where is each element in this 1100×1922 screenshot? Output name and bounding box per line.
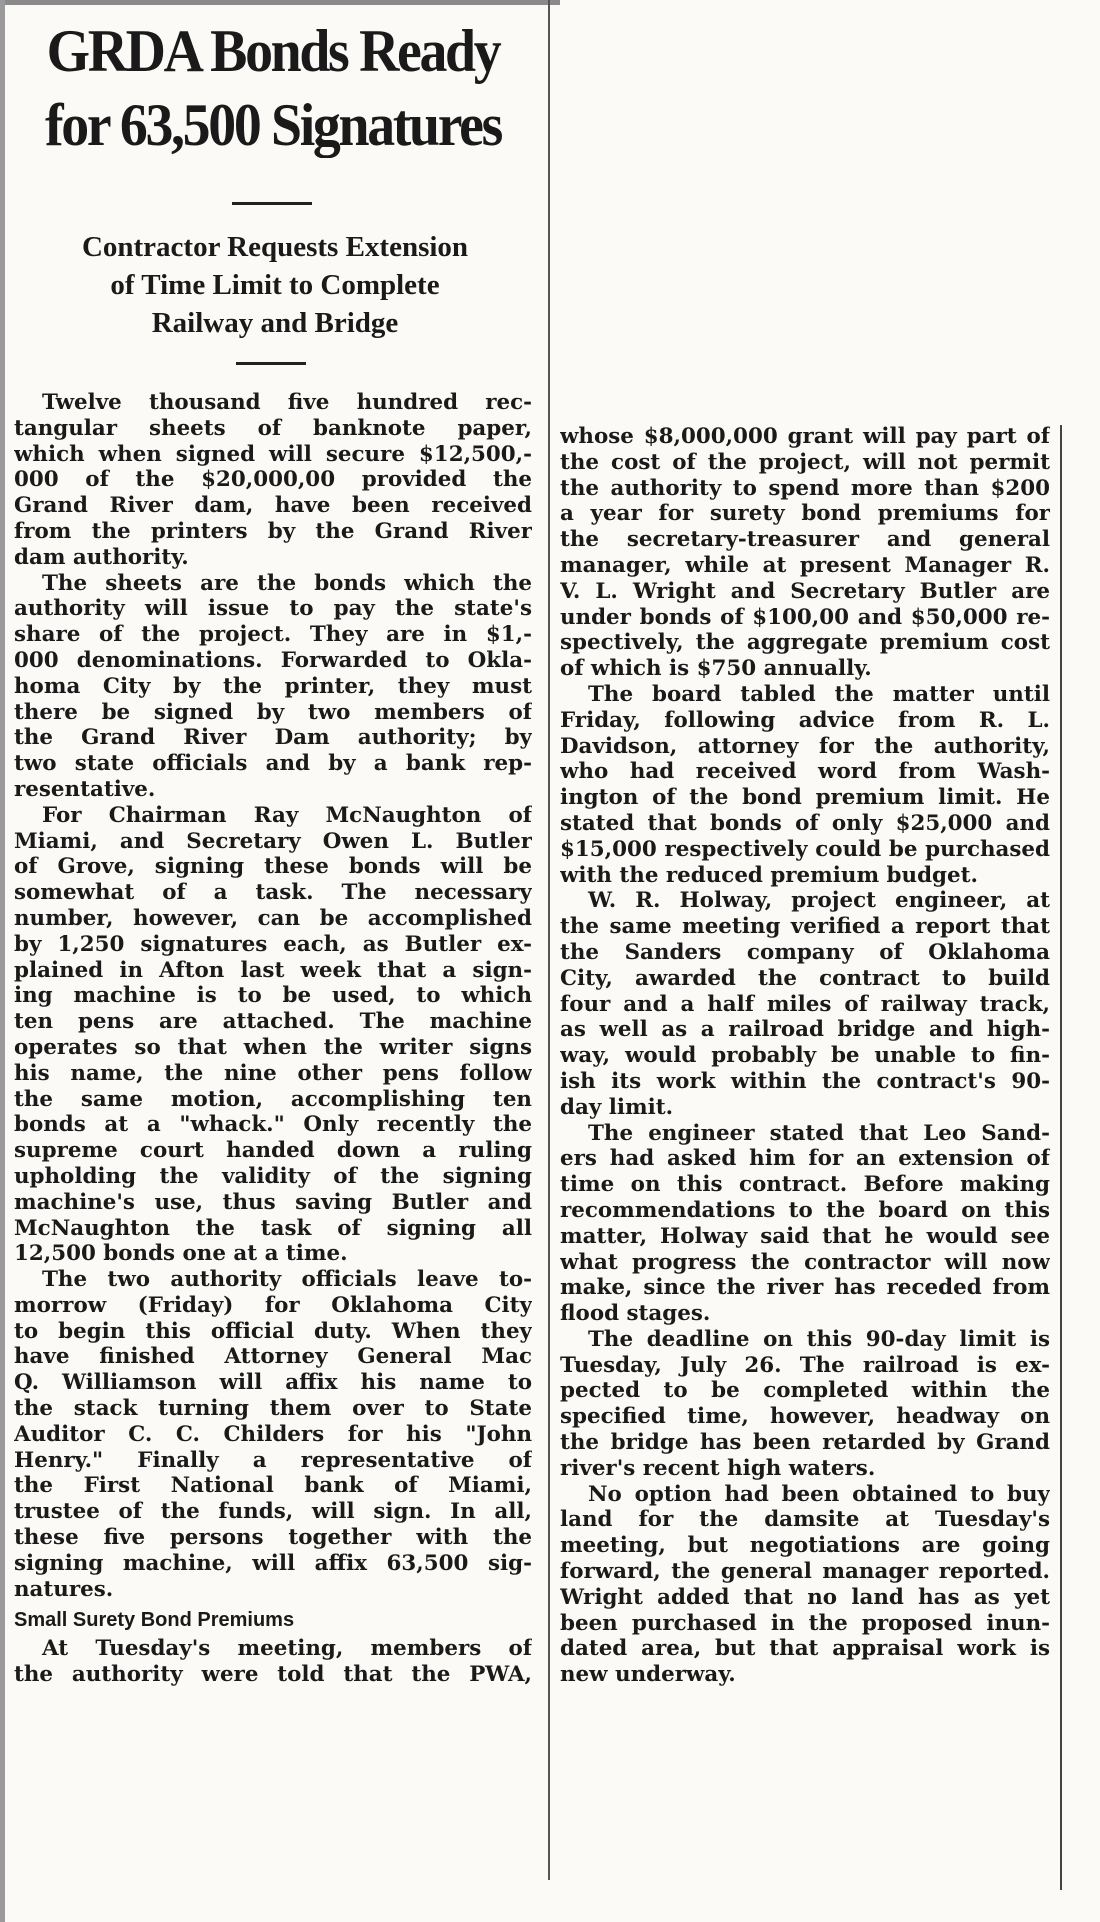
text-line: who had received word from Wash-: [560, 759, 1050, 785]
text-line: City, awarded the contract to build: [560, 965, 1050, 991]
subheadline: [12, 228, 538, 342]
text-line: river's recent high waters.: [560, 1455, 876, 1481]
text-line: No option had been obtained to buy: [588, 1481, 1050, 1507]
text-line: natures.: [14, 1576, 114, 1602]
text-line: the stack turning them over to State: [14, 1396, 532, 1422]
text-line: there be signed by two members of: [14, 699, 532, 725]
text-line: make, since the river has receded from: [560, 1275, 1050, 1301]
text-line: ing machine is to be used, to which: [14, 983, 532, 1009]
text-line: the same motion, accomplishing ten: [14, 1086, 532, 1112]
text-line: The sheets are the bonds which the: [42, 570, 532, 596]
text-line: upholding the validity of the signing: [14, 1163, 532, 1189]
text-line: somewhat of a task. The necessary: [14, 880, 532, 906]
headline-line-1: GRDA Bonds Ready: [46, 18, 500, 84]
section-heading: Small Surety Bond Premiums: [14, 1609, 295, 1632]
text-line: land for the damsite at Tuesday's: [560, 1507, 1050, 1533]
text-line: from the printers by the Grand River: [14, 518, 532, 544]
text-line: machine's use, thus saving Butler and: [14, 1189, 532, 1215]
text-line: Miami, and Secretary Owen L. Butler: [14, 828, 532, 854]
text-line: W. R. Holway, project engineer, at: [588, 888, 1050, 914]
text-line: time on this contract. Before making: [560, 1172, 1050, 1198]
text-line: of Grove, signing these bonds will be: [14, 854, 532, 880]
subheadline-line-1: Contractor Requests Extension: [81, 231, 469, 263]
left-border: [0, 0, 5, 1922]
text-line: day limit.: [560, 1094, 674, 1120]
text-line: 000 of the $20,000,00 provided the: [14, 467, 532, 493]
top-border: [0, 0, 560, 5]
text-line: the authority were told that the PWA,: [14, 1662, 532, 1688]
right-column: [560, 424, 1050, 1688]
text-line: his name, the nine other pens follow: [14, 1060, 532, 1086]
text-line: The board tabled the matter until: [588, 681, 1050, 707]
text-line: matter, Holway said that he would see: [560, 1223, 1050, 1249]
text-line: The two authority officials leave to-: [42, 1267, 532, 1293]
text-line: what progress the contractor will now: [560, 1249, 1050, 1275]
text-line: been purchased in the proposed inun-: [560, 1610, 1050, 1636]
text-line: Twelve thousand five hundred rec-: [42, 390, 532, 415]
text-line: ington of the bond premium limit. He: [560, 785, 1050, 811]
text-line: to begin this official duty. When they: [14, 1318, 532, 1344]
text-line: two state officials and by a bank rep-: [14, 751, 532, 777]
text-line: as well as a railroad bridge and high-: [560, 1017, 1050, 1043]
text-line: Davidson, attorney for the authority,: [560, 733, 1050, 759]
text-line: recommendations to the board on this: [560, 1197, 1050, 1223]
text-line: The engineer stated that Leo Sand-: [588, 1120, 1050, 1146]
text-line: plained in Afton last week that a sign-: [14, 957, 532, 983]
text-line: share of the project. They are in $1,-: [14, 622, 532, 648]
headline: [27, 14, 520, 162]
text-line: trustee of the funds, will sign. In all,: [14, 1499, 532, 1525]
text-line: bonds at a "whack." Only recently the: [14, 1112, 532, 1138]
text-line: dam authority.: [14, 544, 189, 570]
text-line: operates so that when the writer signs: [14, 1034, 532, 1060]
text-line: signing machine, will affix 63,500 sig-: [14, 1550, 532, 1576]
text-line: Grand River dam, have been received: [14, 493, 532, 519]
text-line: forward, the general manager reported.: [560, 1559, 1050, 1585]
text-line: under bonds of $100,00 and $50,000 re-: [560, 604, 1050, 630]
text-line: the bridge has been retarded by Grand: [560, 1430, 1050, 1456]
text-line: specified time, however, headway on: [560, 1404, 1050, 1430]
text-line: way, would probably be unable to fin-: [560, 1043, 1050, 1069]
text-line: with the reduced premium budget.: [560, 862, 978, 888]
column-divider: [548, 0, 550, 1880]
subheadline-line-3: Railway and Bridge: [151, 307, 399, 339]
text-line: At Tuesday's meeting, members of: [42, 1636, 532, 1662]
left-column: [14, 390, 532, 1688]
text-line: a year for surety bond premiums for: [560, 501, 1050, 527]
right-border: [1060, 425, 1062, 1890]
text-line: have finished Attorney General Mac: [14, 1344, 532, 1370]
text-line: ers had asked him for an extension of: [560, 1146, 1050, 1172]
text-line: spectively, the aggregate premium cost: [560, 630, 1050, 656]
headline-rule: [232, 202, 312, 205]
text-line: morrow (Friday) for Oklahoma City: [14, 1292, 532, 1318]
text-line: number, however, can be accomplished: [14, 905, 532, 931]
text-line: 000 denominations. Forwarded to Okla-: [14, 647, 532, 673]
text-line: Tuesday, July 26. The railroad is ex-: [560, 1352, 1050, 1378]
text-line: dated area, but that appraisal work is: [560, 1636, 1050, 1662]
text-line: the First National bank of Miami,: [14, 1473, 532, 1499]
text-line: homa City by the printer, they must: [14, 673, 532, 699]
text-line: For Chairman Ray McNaughton of: [42, 802, 532, 828]
text-line: resentative.: [14, 776, 156, 802]
text-line: the Sanders company of Oklahoma: [560, 939, 1050, 965]
text-line: V. L. Wright and Secretary Butler are: [560, 578, 1050, 604]
text-line: pected to be completed within the: [560, 1378, 1050, 1404]
text-line: $15,000 respectively could be purchased: [560, 836, 1050, 862]
text-line: supreme court handed down a ruling: [14, 1138, 532, 1164]
text-line: Auditor C. C. Childers for his "John: [14, 1421, 532, 1447]
text-line: by 1,250 signatures each, as Butler ex-: [14, 931, 532, 957]
text-line: The deadline on this 90-day limit is: [588, 1326, 1050, 1352]
text-line: Wright added that no land has as yet: [560, 1584, 1050, 1610]
text-line: McNaughton the task of signing all: [14, 1215, 532, 1241]
text-line: four and a half miles of railway track,: [560, 991, 1050, 1017]
text-line: tangular sheets of banknote paper,: [14, 415, 532, 441]
text-line: new underway.: [560, 1662, 736, 1688]
text-line: manager, while at present Manager R.: [560, 552, 1050, 578]
text-line: Henry." Finally a representative of: [14, 1447, 532, 1473]
text-line: meeting, but negotiations are going: [560, 1533, 1050, 1559]
text-line: which when signed will secure $12,500,-: [14, 441, 532, 467]
text-line: whose $8,000,000 grant will pay part of: [560, 424, 1050, 449]
subheadline-rule: [236, 362, 306, 365]
text-line: 12,500 bonds one at a time.: [14, 1241, 348, 1267]
text-line: the same meeting verified a report that: [560, 914, 1050, 940]
text-line: flood stages.: [560, 1301, 711, 1327]
text-line: stated that bonds of only $25,000 and: [560, 810, 1050, 836]
text-line: ten pens are attached. The machine: [14, 1009, 532, 1035]
headline-line-2: for 63,500 Signatures: [45, 92, 501, 158]
text-line: ish its work within the contract's 90-: [560, 1068, 1050, 1094]
text-line: the cost of the project, will not permit: [560, 449, 1050, 475]
text-line: the secretary-treasurer and general: [560, 527, 1050, 553]
subheadline-line-2: of Time Limit to Complete: [110, 269, 440, 301]
text-line: of which is $750 annually.: [560, 656, 872, 682]
text-line: the authority to spend more than $200: [560, 475, 1050, 501]
text-line: the Grand River Dam authority; by: [14, 725, 532, 751]
text-line: Q. Williamson will affix his name to: [14, 1370, 532, 1396]
text-line: authority will issue to pay the state's: [14, 596, 532, 622]
text-line: these five persons together with the: [14, 1525, 532, 1551]
text-line: Friday, following advice from R. L.: [560, 707, 1050, 733]
